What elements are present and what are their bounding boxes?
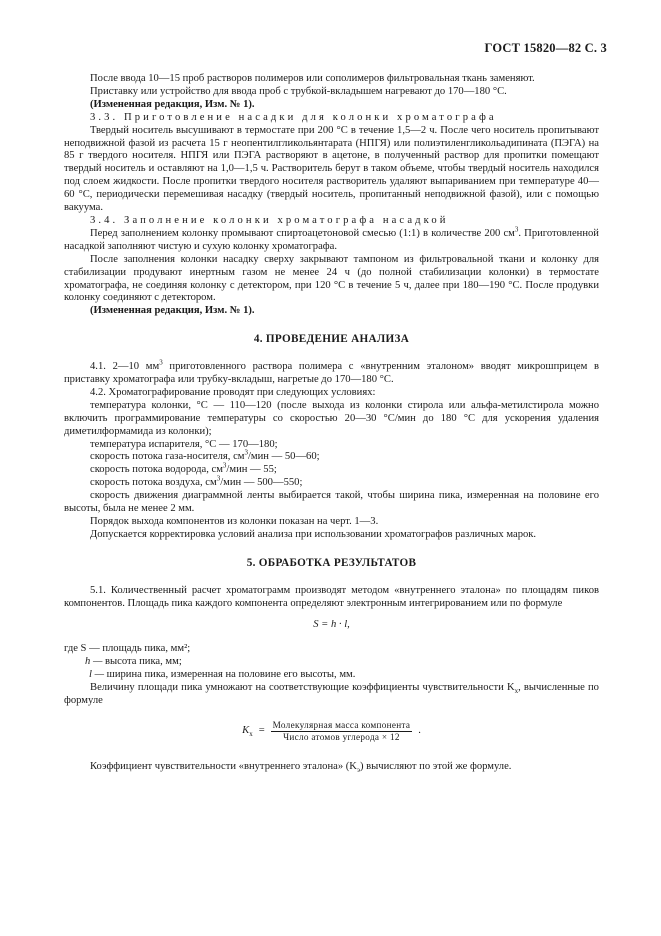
adjustment-note: Допускается корректировка условий анализа при использовании хроматографов различных марок. [90,528,537,540]
section-4-title: 4. ПРОВЕДЕНИЕ АНАЛИЗА [253,333,410,346]
formula-definitions [64,643,599,682]
subsection-5-1: 5.1. Количественный расчет хроматограмм производят методом «внутреннего эталона» по площадям пиков компонентов. Площадь пика каждого компонента определяют электронным интегрированием или по формуле [64,584,599,609]
page-body [64,73,599,774]
paragraph-filter-replace: После ввода 10—15 проб растворов полимеров или сополимеров фильтровальная ткань заменяют. [90,73,535,84]
sensitivity-paragraph: Величину площади пика умножают на соответствующие коэффициенты чувствительности $K_х$, вычисленные по формуле [64,682,599,707]
internal-standard-paragraph: Коэффициент чувствительности «внутреннего эталона» $(K_э)$ вычисляют по этой же формуле. [90,760,512,775]
page-header: ГОСТ 15820—82 С. 3 [484,41,607,55]
condition-air: скорость потока воздуха, $см^3$/мин — 500—550; [90,474,303,489]
condition-carrier-gas: скорость потока газа-носителя, $см^3$/мин — 50—60; [90,448,320,463]
subsection-3-4-title: 3.4. Заполнение колонки хроматографа насадкой [90,214,449,226]
edition-note-2: (Измененная редакция, Изм. № 1). [90,305,255,317]
section-5-title: 5. ОБРАБОТКА РЕЗУЛЬТАТОВ [246,556,417,569]
subsection-3-4-text-1: Перед заполнением колонку промывают спиртоацетоновой смесью (1:1) в количестве 200 $см^3$. Приготовленной насадкой заполняют чистую и сухую колонку хроматографа. [64,225,599,252]
definition-l: l — ширина пика, измеренная на половине его высоты, мм. [89,669,356,681]
fraction-numerator: Молекулярная масса компонента [272,719,411,730]
definition-s: где S — площадь пика, мм²; [64,643,191,655]
elution-order: Порядок выхода компонентов из колонки показан на черт. 1—3. [90,516,379,527]
formula-sensitivity: $K_х$ = $\frac{\text{Молекулярная масса компонента}}{\text{Число атомов углерода × 12}}$ . [242,719,421,742]
condition-evaporator-temp: температура испарителя, °С — 170—180; [90,438,278,450]
edition-note: (Измененная редакция, Изм. № 1). [90,98,255,110]
definition-h: h — высота пика, мм; [85,656,182,668]
paragraph-heating: Приставку или устройство для ввода проб с трубкой-вкладышем нагревают до 170—180 °С. [90,85,507,97]
formula-area: S = h · l, [313,618,350,630]
fraction-denominator: Число атомов углерода × 12 [283,731,400,742]
condition-column-temp: температура колонки, °С — 110—120 (после выхода из колонки стирола или альфа-метилстирола можно включить программирование температуры со скоростью 20—30 °С/мин до 180 °С для ускорения удаления диметилформамида из колонки); [64,399,599,437]
subsection-3-4-text-2: После заполнения колонки насадку сверху закрывают тампоном из фильтровальной ткани и колонку для стабилизации продувают инертным газом не менее 24 ч (до полной стабилизации колонки) в термостате хроматографа, не соединяя колонку с детектором, при 120 °С в течение 5 ч, далее при 180—190 °С. После продувки колонку соединяют с детектором. [64,253,599,304]
condition-chart-tape: скорость движения диаграммной ленты выбирается такой, чтобы ширина пика, измеренная на половине его высоты, была не менее 2 мм. [64,490,599,515]
subsection-4-2: 4.2. Хроматографирование проводят при следующих условиях: [90,386,376,398]
fraction [271,720,413,743]
subsection-3-3-title: 3.3. Приготовление насадки для колонки хроматографа [90,111,497,123]
subsection-4-1: 4.1. 2—10 $мм^3$ приготовленного раствора полимера с «внутренним эталоном» вводят микрошприцем в приставку хроматографа или трубку-вкладыш, нагретые до 170—180 °С. [64,358,599,386]
condition-hydrogen: скорость потока водорода, $см^3$/мин — 55; [90,461,277,476]
subsection-3-3-text: Твердый носитель высушивают в термостате при 200 °С в течение 1,5—2 ч. После чего носитель пропитывают неподвижной фазой из расчета 15 г неопентилгликольянтарата (НПГЯ) или полиэтиленгликольадипината (ПЭГА) на 85 г твердого носителя. НПГЯ или ПЭГА растворяют в ацетоне, в полученный раствор для пропитки помещают твердый носитель и оставляют на 1,0—1,5 ч. Растворитель берут в таком объеме, чтобы твердый носитель находился под слоем жидкости. После пропитки твердого носителя растворитель удаляют выпариванием при температуре 40—60 °С, периодически перемешивая насадку (твердый носитель, пропитанный неподвижной фазой), или с помощью вакуума. [64,124,599,214]
